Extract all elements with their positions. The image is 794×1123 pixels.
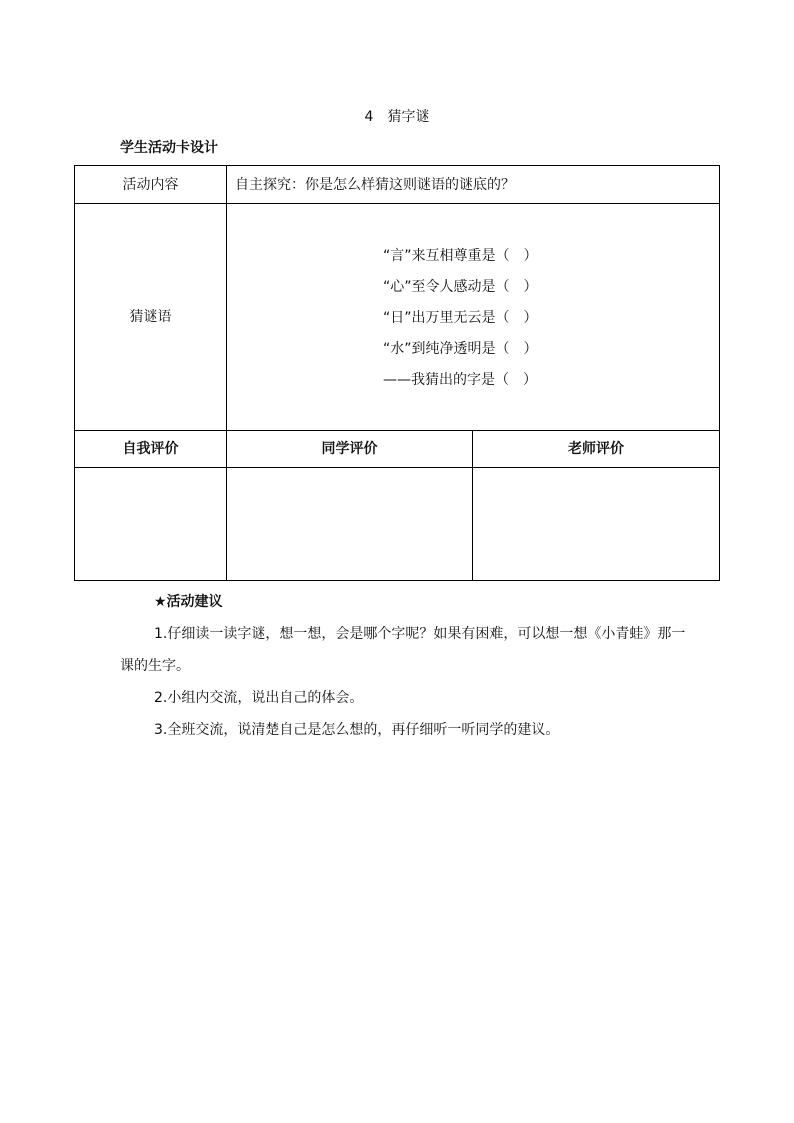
peer-evaluation-header: 同学评价 <box>321 440 378 457</box>
lesson-title: 猜字谜 <box>387 109 430 125</box>
riddle-line-2: “心”至令人感动是（ ） <box>383 279 538 295</box>
lesson-number: 4 <box>364 109 374 125</box>
section-subtitle: 学生活动卡设计 <box>120 140 218 156</box>
riddle-line-3: “日”出万里无云是（ ） <box>383 310 538 326</box>
suggestions-heading: ★活动建议 <box>154 594 223 610</box>
riddle-line-1: “言”来互相尊重是（ ） <box>383 248 538 264</box>
suggestion-item-3: 3.全班交流，说清楚自己是怎么想的，再仔细听一听同学的建议。 <box>154 722 560 738</box>
activity-card-table <box>74 165 720 581</box>
riddle-lines <box>383 241 538 396</box>
teacher-evaluation-header: 老师评价 <box>568 440 624 457</box>
teacher-evaluation-cell[interactable] <box>473 468 719 580</box>
activity-content-label: 活动内容 <box>122 176 179 193</box>
peer-evaluation-cell[interactable] <box>227 468 472 580</box>
activity-content-text: 自主探究：你是怎么样猜这则谜语的谜底的？ <box>235 176 515 193</box>
suggestion-item-2: 2.小组内交流，说出自己的体会。 <box>154 690 364 706</box>
activity-suggestions <box>120 586 690 746</box>
suggestion-item-1: 1.仔细读一读字谜，想一想，会是哪个字呢？如果有困难，可以想一想《小青蛙》那一课的生字。 <box>120 626 686 674</box>
riddle-label: 猜谜语 <box>129 308 172 325</box>
self-evaluation-cell[interactable] <box>75 468 226 580</box>
page-title <box>0 107 794 127</box>
riddle-answer-line: ——我猜出的字是（ ） <box>383 372 537 388</box>
self-evaluation-header: 自我评价 <box>122 440 179 457</box>
riddle-line-4: “水”到纯净透明是（ ） <box>383 341 538 357</box>
